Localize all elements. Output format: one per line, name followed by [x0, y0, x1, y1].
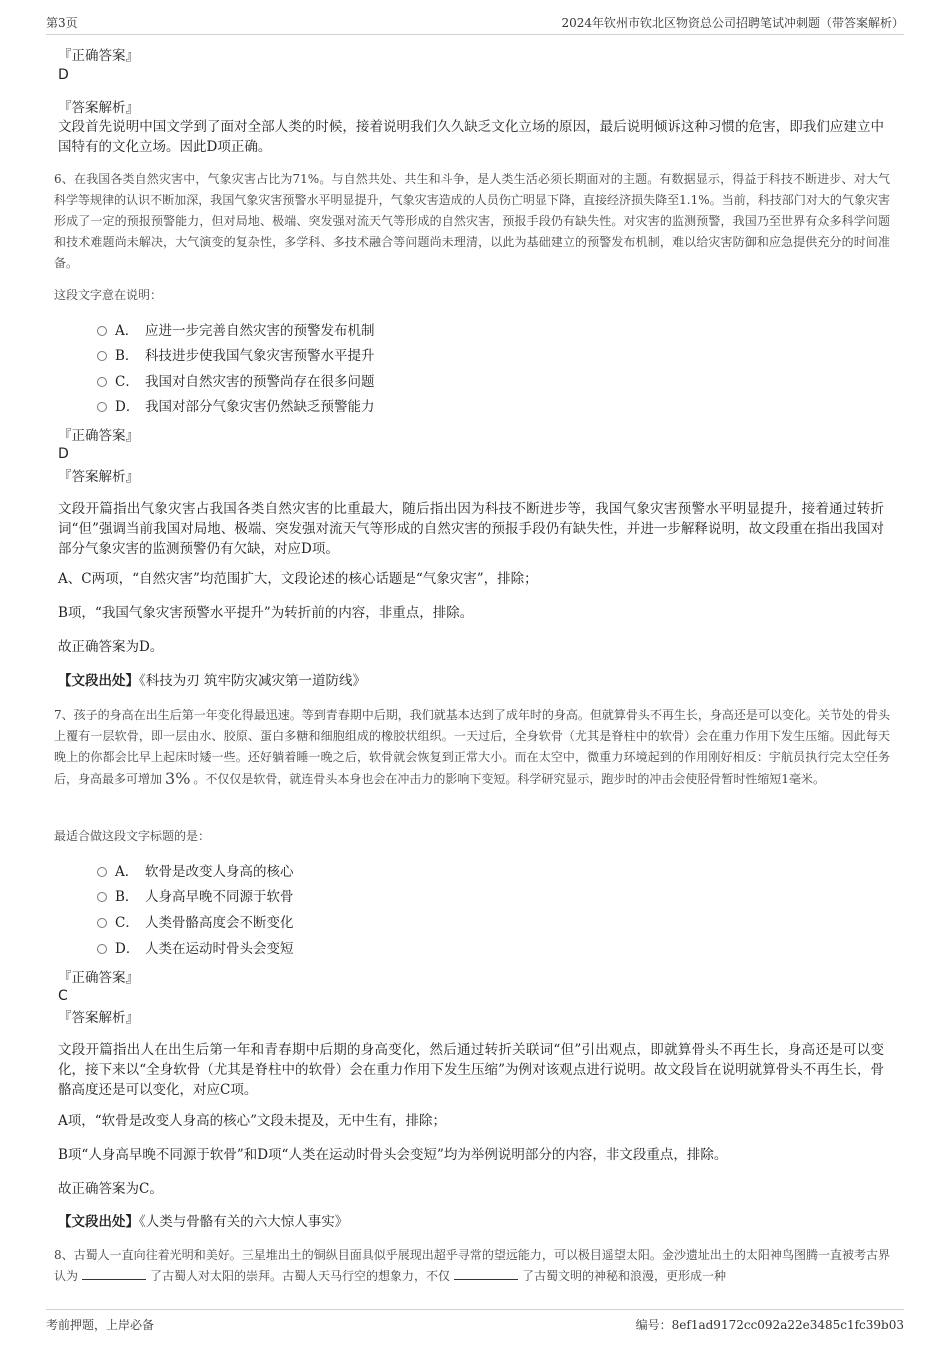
radio-icon[interactable] [97, 402, 107, 412]
document-id: 编号：8ef1ad9172cc092a22e3485c1fc39b03 [635, 1318, 904, 1332]
q7-source [58, 1213, 348, 1231]
q7-analysis-2: A项，“软骨是改变人身高的核心”文段未提及，无中生有，排除； [58, 1113, 447, 1129]
q6-analysis-3: B项，“我国气象灾害预警水平提升”为转折前的内容，非重点，排除。 [58, 605, 474, 621]
page-footer [46, 1309, 904, 1332]
fill-blank[interactable] [82, 1267, 146, 1280]
q7-analysis-3: B项“人身高早晚不同源于软骨”和D项“人类在运动时骨头会变短”均为举例说明部分的内容，非文段重点，排除。 [58, 1147, 728, 1163]
q7-answer-label: 『正确答案』 [58, 970, 139, 986]
q6-option-c[interactable]: C． 我国对自然灾害的预警尚存在很多问题 [97, 372, 375, 392]
percent-value: 3% [165, 769, 191, 788]
source-title: 《科技为刃 筑牢防灾减灾第一道防线》 [139, 673, 367, 689]
q6-analysis-label: 『答案解析』 [58, 469, 139, 485]
q6-question-text: 6、在我国各类自然灾害中，气象灾害占比为71%。与自然共处、共生和斗争，是人类生活必须长期面对的主题。有数据显示，得益于科技不断进步、对大气科学等规律的认识不断加深，我国气象灾害预警水平明显提升，气象灾害造成的人员伤亡明显下降，直接经济损失降至1.1%。当前，科技部门对大的气象灾害形成了一定的预报预警能力，但对局地、极端、突发强对流天气等形成的自然灾害，预报手段仍有缺失性。对灾害的监测预警，我国乃至世界有众多科学问题和技术难题尚未解决，大气演变的复杂性，多学科、多技术融合等问题尚未理清，以此为基础建立的预警发布机制，难以给灾害防御和应急提供充分的时间准备。 [54, 172, 890, 270]
q6-option-b[interactable]: B． 科技进步使我国气象灾害预警水平提升 [97, 346, 375, 366]
radio-icon[interactable] [97, 867, 107, 877]
radio-icon[interactable] [97, 351, 107, 361]
q8-question-text: 8、古蜀人一直向往着光明和美好。三星堆出土的铜纵目面具似乎展现出超乎寻常的望远能力，可以极目遥望太阳。金沙遗址出土的太阳神鸟图腾一直被考古界认为 了古蜀人对太阳的崇拜。古蜀人天马行空的想象力，不仅 了古蜀文明的神秘和浪漫，更形成一种 [54, 1248, 890, 1283]
radio-icon[interactable] [97, 944, 107, 954]
q6-analysis-4: 故正确答案为D。 [58, 639, 164, 655]
q7-answer: C [58, 988, 68, 1004]
source-label: 【文段出处】 [58, 1214, 139, 1230]
q7-analysis-1: 文段开篇指出人在出生后第一年和青春期中后期的身高变化，然后通过转折关联词“但”引出观点，即就算骨头不再生长，身高还是可以变化，接下来以“全身软骨（尤其是脊柱中的软骨）会在重力作用下发生压缩”为例对该观点进行说明。故文段旨在说明就算骨头不再生长，骨骼高度还是可以变化，对应C项。 [58, 1042, 884, 1098]
q7-option-a[interactable]: A． 软骨是改变人身高的核心 [97, 862, 294, 882]
q6-source [58, 672, 366, 690]
q5-analysis-label: 『答案解析』 [58, 100, 139, 116]
q5-answer: D [58, 67, 69, 83]
q7-prompt: 最适合做这段文字标题的是： [54, 829, 211, 843]
q6-answer-label: 『正确答案』 [58, 428, 139, 444]
q7-analysis-4: 故正确答案为C。 [58, 1181, 163, 1197]
source-title: 《人类与骨骼有关的六大惊人事实》 [139, 1214, 349, 1230]
q7-question-text: 7、孩子的身高在出生后第一年变化得最迅速。等到青春期中后期，我们就基本达到了成年时的身高。但就算骨头不再生长，身高还是可以变化。关节处的骨头上覆有一层软骨，即一层由水、胶原、蛋白多糖和细胞组成的橡胶状组织。一天过后，全身软骨（尤其是脊柱中的软骨）会在重力作用下发生压缩。因此每天晚上的你都会比早上起床时矮一些。还好躺着睡一晚之后，软骨就会恢复到正常大小。而在太空中，微重力环境起到的作用刚好相反：宇航员执行完太空任务后，身高最多可增加 3% 。不仅仅是软骨，就连骨头本身也会在冲击力的影响下变短。科学研究显示，跑步时的冲击会使胫骨暂时性缩短1毫米。 [54, 708, 890, 788]
radio-icon[interactable] [97, 326, 107, 336]
q7-option-d[interactable]: D． 人类在运动时骨头会变短 [97, 939, 294, 959]
q6-analysis-2: A、C两项，“自然灾害”均范围扩大，文段论述的核心话题是“气象灾害”，排除； [58, 571, 538, 587]
q7-analysis-label: 『答案解析』 [58, 1010, 139, 1026]
q5-answer-label: 『正确答案』 [58, 48, 139, 64]
q6-option-a[interactable]: A． 应进一步完善自然灾害的预警发布机制 [97, 321, 375, 341]
q6-analysis-1: 文段开篇指出气象灾害占我国各类自然灾害的比重最大，随后指出因为科技不断进步等，我国气象灾害预警水平明显提升，接着通过转折词“但”强调当前我国对局地、极端、突发强对流天气等形成的自然灾害的预报手段仍有缺失性，并进一步解释说明，故文段重在指出我国对部分气象灾害的监测预警仍有欠缺，对应D项。 [58, 501, 884, 557]
footer-slogan: 考前押题，上岸必备 [46, 1318, 155, 1332]
fill-blank[interactable] [454, 1267, 518, 1280]
page-header [46, 14, 904, 35]
q7-option-c[interactable]: C． 人类骨骼高度会不断变化 [97, 913, 294, 933]
q6-answer: D [58, 446, 69, 462]
q5-analysis: 文段首先说明中国文学到了面对全部人类的时候，接着说明我们久久缺乏文化立场的原因，最后说明倾诉这种习惯的危害，即我们应建立中国特有的文化立场。因此D项正确。 [58, 119, 884, 155]
radio-icon[interactable] [97, 892, 107, 902]
q7-option-b[interactable]: B． 人身高早晚不同源于软骨 [97, 887, 294, 907]
radio-icon[interactable] [97, 377, 107, 387]
radio-icon[interactable] [97, 918, 107, 928]
source-label: 【文段出处】 [58, 673, 139, 689]
page-number: 第3页 [46, 16, 78, 30]
q6-option-d[interactable]: D． 我国对部分气象灾害仍然缺乏预警能力 [97, 397, 375, 417]
q6-prompt: 这段文字意在说明： [54, 288, 163, 302]
document-title: 2024年钦州市钦北区物资总公司招聘笔试冲刺题（带答案解析） [561, 16, 904, 30]
